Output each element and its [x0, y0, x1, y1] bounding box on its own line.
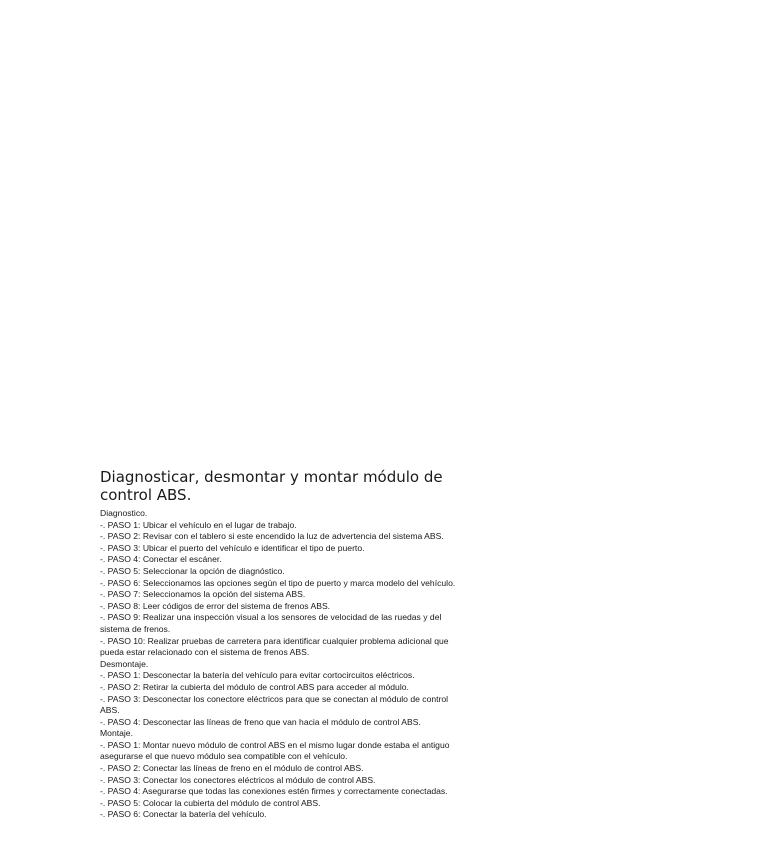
document-text	[100, 508, 465, 821]
step-line: -. PASO 8: Leer códigos de error del sistema de frenos ABS.	[100, 600, 331, 611]
section-heading-montaje: Montaje.	[100, 728, 133, 739]
step-line: -. PASO 3: Ubicar el puerto del vehículo e identificar el tipo de puerto.	[100, 542, 365, 553]
step-line: -. PASO 2: Retirar la cubierta del módulo de control ABS para acceder al módulo.	[100, 681, 409, 692]
step-line: -. PASO 4: Asegurarse que todas las conexiones estén firmes y correctamente conectadas.	[100, 786, 448, 797]
step-line: -. PASO 9: Realizar una inspección visual a los sensores de velocidad de las ruedas y del sistema de frenos.	[100, 612, 442, 634]
section-heading-desmontaje: Desmontaje.	[100, 658, 149, 669]
step-line: -. PASO 2: Revisar con el tablero si este encendido la luz de advertencia del sistema ABS.	[100, 531, 444, 542]
document-body	[100, 469, 465, 821]
step-line: -. PASO 1: Ubicar el vehículo en el lugar de trabajo.	[100, 519, 297, 530]
document-title: Diagnosticar, desmontar y montar módulo de control ABS.	[100, 468, 443, 504]
step-line: -. PASO 5: Colocar la cubierta del módulo de control ABS.	[100, 797, 321, 808]
step-line: -. PASO 5: Seleccionar la opción de diagnóstico.	[100, 565, 285, 576]
step-line: -. PASO 4: Desconectar las líneas de freno que van hacia el módulo de control ABS.	[100, 716, 421, 727]
step-line: -. PASO 3: Conectar los conectores eléctricos al módulo de control ABS.	[100, 774, 376, 785]
step-line: -. PASO 1: Montar nuevo módulo de control ABS en el mismo lugar donde estaba el antiguo asegurarse el que nuevo módulo sea compatible con el vehículo.	[100, 739, 450, 762]
step-line: -. PASO 10: Realizar pruebas de carretera para identificar cualquier problema adicional que pueda estar relacionado con el sistema de frenos ABS.	[100, 635, 449, 658]
step-line: -. PASO 7: Seleccionamos la opción del sistema ABS.	[100, 589, 306, 600]
step-line: -. PASO 6: Conectar la batería del vehículo.	[100, 809, 267, 820]
section-heading-diagnostico: Diagnostico.	[100, 508, 148, 518]
step-line: -. PASO 4: Conectar el escáner.	[100, 554, 222, 565]
step-line: -. PASO 6: Seleccionamos las opciones según el tipo de puerto y marca modelo del vehículo.	[100, 577, 456, 588]
step-line: -. PASO 1: Desconectar la batería del vehículo para evitar cortocircuitos eléctricos.	[100, 670, 415, 681]
step-line: -. PASO 2: Conectar las líneas de freno en el módulo de control ABS.	[100, 763, 364, 774]
step-line: -. PASO 3: Desconectar los conectore eléctricos para que se conectan al módulo de control ABS.	[100, 693, 449, 716]
